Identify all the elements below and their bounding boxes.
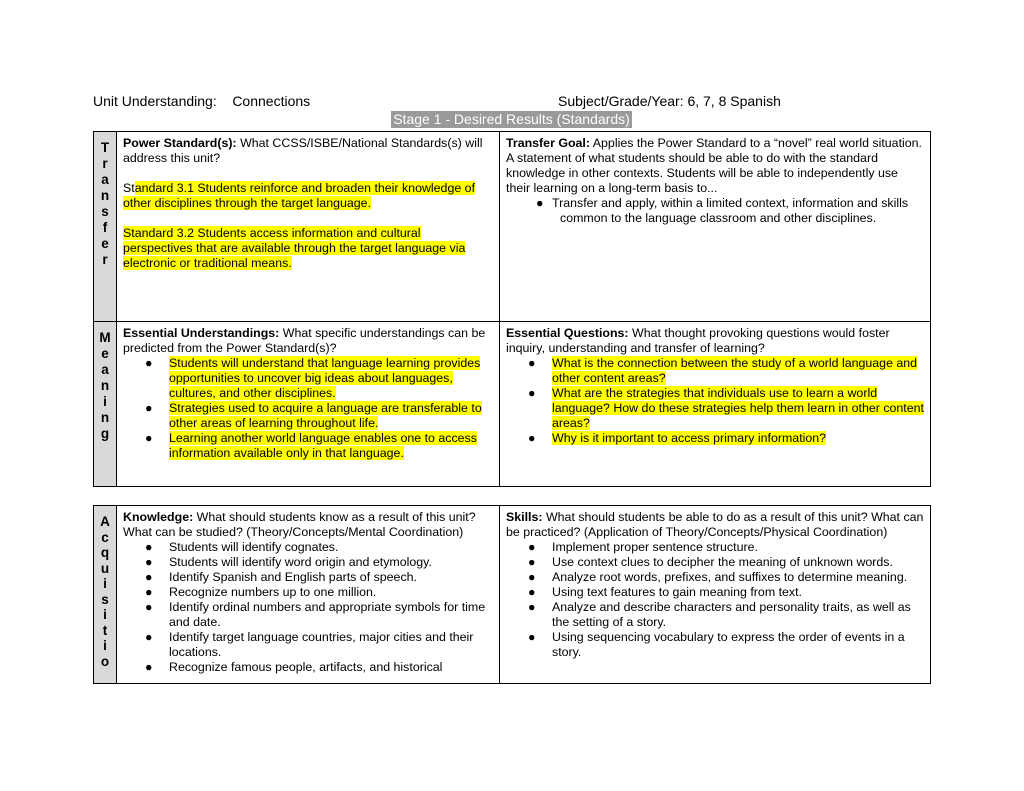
list-item: ● Identify Spanish and English parts of speech. <box>145 570 417 584</box>
acquisition-row <box>94 506 931 684</box>
knowledge-prompt: What should students know as a result of this unit? What can be studied? (Theory/Concepts/Mental Coordination) <box>123 510 476 539</box>
list-item: ● What is the connection between the study of a world language and other content areas? <box>528 356 918 385</box>
acquisition-side-label <box>94 506 117 684</box>
transfer-letters: T r a n s f e r <box>100 140 110 267</box>
skills-prompt: What should students be able to do as a result of this unit? What can be practiced? (Application of Theory/Concepts/Physical Coordination) <box>506 510 924 539</box>
transfer-side-label <box>94 132 117 322</box>
acquisition-letters: A c q u i s i t i o <box>100 514 110 669</box>
list-item: ● Implement proper sentence structure. <box>528 540 758 554</box>
unit-value: Connections <box>232 93 311 109</box>
list-item: ● Why is it important to access primary information? <box>528 431 827 445</box>
subject-value: 6, 7, 8 Spanish <box>687 93 781 109</box>
meaning-letters: M e a n i n g <box>99 330 111 441</box>
stage-banner: Stage 1 - Desired Results (Standards) <box>391 111 632 128</box>
transfer-goal-title: Transfer Goal: <box>506 136 591 150</box>
unit-understanding-header <box>93 93 310 109</box>
list-item: ● Recognize numbers up to one million. <box>145 585 377 599</box>
subject-label: Subject/Grade/Year: <box>558 93 684 109</box>
list-item: ● Identify ordinal numbers and appropriate symbols for time and date. <box>145 600 486 629</box>
transfer-goal-cell <box>500 132 931 322</box>
list-item: ● Learning another world language enables one to access information available only in that language. <box>145 431 477 460</box>
list-item: ● Strategies used to acquire a language are transferable to other areas of learning throughout life. <box>145 401 482 430</box>
list-item: ● Students will identify word origin and etymology. <box>145 555 432 569</box>
skills-title: Skills: <box>506 510 543 524</box>
meaning-row <box>94 322 931 487</box>
list-item: ● Use context clues to decipher the meaning of unknown words. <box>528 555 893 569</box>
essential-understandings-prompt: What specific understandings can be predicted from the Power Standard(s)? <box>123 326 486 355</box>
understandings-list <box>123 356 493 461</box>
power-standards-title: Power Standard(s): <box>123 136 237 150</box>
list-item: ● Recognize famous people, artifacts, and historical <box>145 660 443 674</box>
transfer-row <box>94 132 931 322</box>
subject-grade-header <box>558 93 781 109</box>
list-item: ● Analyze and describe characters and personality traits, as well as the setting of a story. <box>528 600 911 629</box>
knowledge-list <box>123 540 493 675</box>
power-standards-prompt: What CCSS/ISBE/National Standards(s) will address this unit? <box>123 136 483 165</box>
skills-list <box>506 540 924 660</box>
essential-understandings-cell <box>117 322 500 487</box>
questions-list <box>506 356 924 446</box>
power-standards-cell <box>117 132 500 322</box>
transfer-goal-prompt: Applies the Power Standard to a “novel” real world situation. A statement of what students should be able to do with the standard knowledge in other contexts. Students will be able to independently use their learning on a long-term basis to... <box>506 136 922 195</box>
essential-questions-title: Essential Questions: <box>506 326 629 340</box>
meaning-side-label <box>94 322 117 487</box>
list-item: ● What are the strategies that individuals use to learn a world language? How do these strategies help them learn in other content areas? <box>528 386 924 430</box>
essential-questions-cell <box>500 322 931 487</box>
knowledge-cell <box>117 506 500 684</box>
list-item: ● Identify target language countries, major cities and their locations. <box>145 630 474 659</box>
list-item: ● Using text features to gain meaning from text. <box>528 585 803 599</box>
list-item: ● Students will identify cognates. <box>145 540 339 554</box>
standard-3-1: Standard 3.1 Students reinforce and broaden their knowledge of other disciplines through the target language. <box>123 181 476 210</box>
unit-label: Unit Understanding: <box>93 93 217 109</box>
essential-questions-prompt: What thought provoking questions would foster inquiry, understanding and transfer of learning? <box>506 326 890 355</box>
list-item: ● Analyze root words, prefixes, and suffixes to determine meaning. <box>528 570 908 584</box>
list-item: ● Using sequencing vocabulary to express the order of events in a story. <box>528 630 905 659</box>
transfer-goal-list <box>506 196 924 226</box>
stage1-table <box>93 131 931 487</box>
list-item: ● Transfer and apply, within a limited context, information and skills common to the language classroom and other disciplines. <box>536 196 909 225</box>
skills-cell <box>500 506 931 684</box>
acquisition-table <box>93 505 931 684</box>
essential-understandings-title: Essential Understandings: <box>123 326 280 340</box>
standard-3-2: Standard 3.2 Students access information and cultural perspectives that are available through the target language via electronic or traditional means. <box>123 226 466 270</box>
list-item: ● Students will understand that language learning provides opportunities to uncover big ideas about languages, cultures, and other disciplines. <box>145 356 481 400</box>
knowledge-title: Knowledge: <box>123 510 194 524</box>
